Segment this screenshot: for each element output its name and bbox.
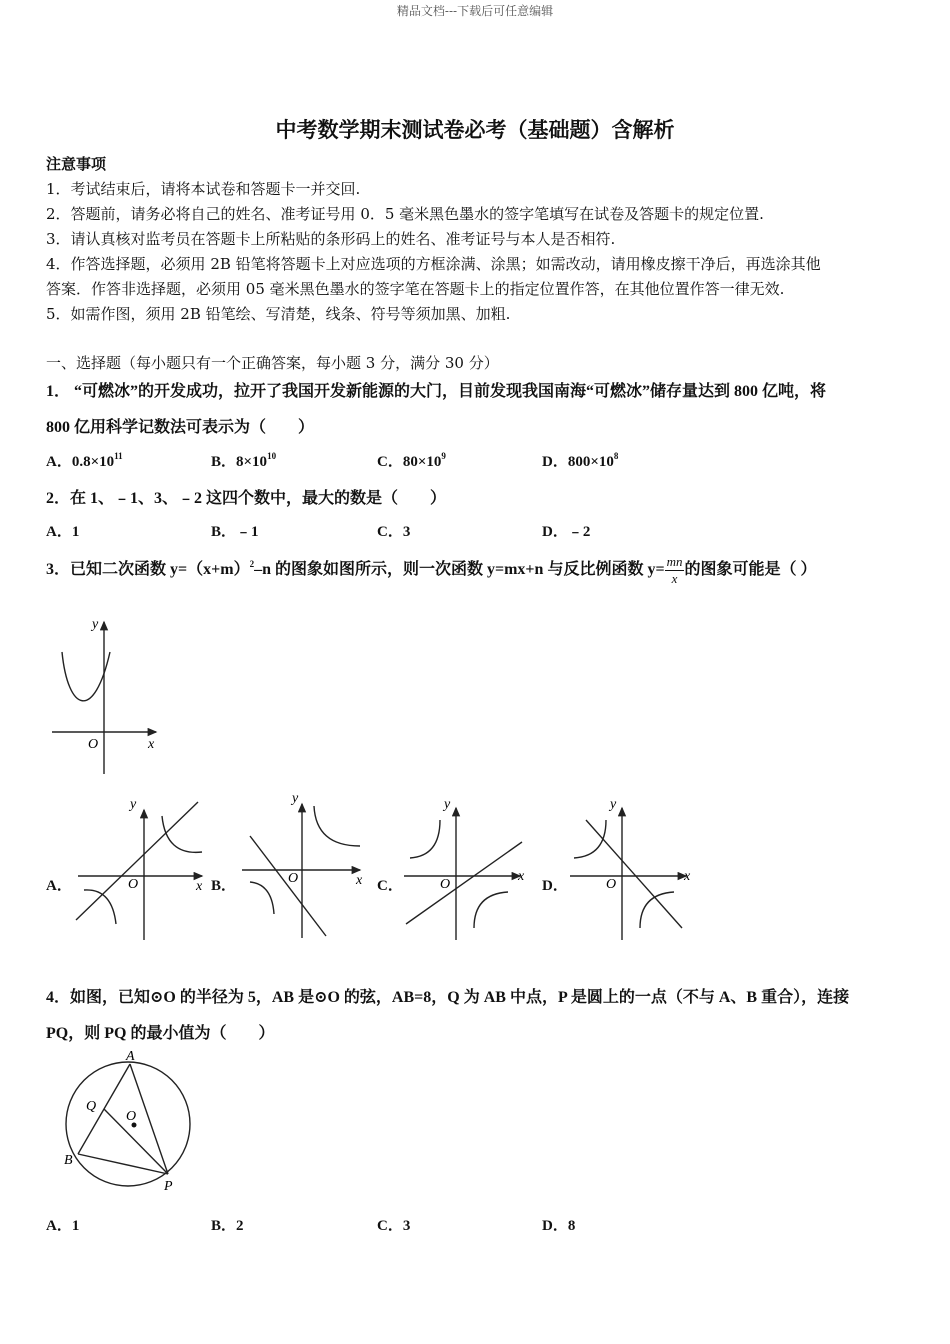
q3-option-b-graph [236, 790, 372, 940]
notice-heading: 注意事项 [46, 155, 107, 173]
q4-circle-figure [58, 1046, 200, 1196]
svg-text:x: x [356, 873, 363, 888]
svg-text:x: x [684, 869, 691, 884]
q4-option-a: A．1 [46, 1218, 80, 1234]
svg-text:y: y [292, 791, 299, 806]
svg-text:x: x [148, 737, 155, 752]
svg-text:x: x [518, 869, 525, 884]
notice-item: 答案．作答非选择题，必须用 05 毫米黑色墨水的签字笔在答题卡上的指定位置作答，在其他位置作答一律无效. [46, 280, 785, 298]
page-title: 中考数学期末测试卷必考（基础题）含解析 [275, 118, 675, 142]
q3-option-a: A． [46, 878, 72, 894]
svg-text:O: O [288, 871, 299, 886]
q1-option-d: D．$800\times 10^8$ [542, 451, 619, 470]
q4-stem-line1: 4．如图，已知⊙O 的半径为 5，AB 是⊙O 的弦，AB=8，Q 为 AB 中点，P 是圆上的一点（不与 A、B 重合），连接 [46, 989, 850, 1006]
q4-option-b: B．2 [211, 1218, 244, 1234]
q3-option-d-graph [566, 796, 702, 942]
q2-option-d: D．﹣2 [542, 524, 591, 540]
svg-text:Q: Q [86, 1099, 97, 1114]
q2-option-b: B．﹣1 [211, 524, 259, 540]
q3-option-a-graph [66, 796, 208, 942]
q3-option-c-graph [400, 796, 536, 942]
svg-text:O: O [126, 1109, 137, 1124]
notice-item: 2．答题前，请务必将自己的姓名、准考证号用 0．5 毫米黑色墨水的签字笔填写在试卷及答题卡的规定位置. [46, 205, 764, 223]
header-note: 精品文档---下载后可任意编辑 [396, 4, 554, 18]
q2-option-c: C．3 [377, 524, 411, 540]
q4-option-d: D．8 [542, 1218, 576, 1234]
svg-text:P: P [164, 1179, 173, 1194]
svg-text:y: y [444, 797, 451, 812]
q4-stem-line2: PQ，则 PQ 的最小值为（ ） [46, 1025, 275, 1042]
q1-option-c: C．$80\times 10^9$ [377, 451, 446, 470]
q1-stem-line2: 800 亿用科学记数法可表示为（ ） [46, 419, 315, 436]
svg-text:O: O [128, 877, 139, 892]
svg-text:y: y [92, 617, 99, 632]
notice-item: 5．如需作图，须用 2B 铅笔绘、写清楚，线条、符号等须加黑、加粗. [46, 305, 511, 323]
notice-item: 1．考试结束后，请将本试卷和答题卡一并交回. [46, 180, 361, 198]
svg-text:B: B [64, 1153, 73, 1168]
q2-stem: 2．在 1、﹣1、3、﹣2 这四个数中，最大的数是（ ） [46, 490, 447, 507]
svg-text:A: A [126, 1049, 135, 1064]
notice-item: 3．请认真核对监考员在答题卡上所粘贴的条形码上的姓名、准考证号与本人是否相符. [46, 230, 616, 248]
fraction-mn-over-x: $\frac{mn}{x}$ [666, 554, 683, 586]
q1-option-a: A．$0.8\times 10^{11}$ [46, 451, 123, 470]
svg-text:O: O [440, 877, 451, 892]
svg-text:y: y [130, 797, 137, 812]
section-heading: 一、选择题（每小题只有一个正确答案，每小题 3 分，满分 30 分） [46, 354, 499, 372]
q3-option-c: C． [377, 878, 403, 894]
q3-option-d: D． [542, 878, 568, 894]
svg-text:O: O [606, 877, 617, 892]
q3-parabola-graph [48, 612, 168, 778]
q2-option-a: A．1 [46, 524, 80, 540]
svg-text:x: x [196, 879, 203, 894]
notice-item: 4．作答选择题，必须用 2B 铅笔将答题卡上对应选项的方框涂满、涂黑；如需改动，请用橡皮擦干净后，再选涂其他 [46, 255, 821, 273]
q1-option-b: B．$8\times 10^{10}$ [211, 451, 277, 470]
q3-stem: 3．已知二次函数 $y=(x+m)^2-n$ 的图象如图所示，则一次函数 y=mx+n 与反比例函数 y= $\frac{mn}{x}$ 的图象可能是（ ） [46, 554, 817, 586]
q4-option-c: C．3 [377, 1218, 411, 1234]
svg-text:y: y [610, 797, 617, 812]
q3-option-b: B． [211, 878, 237, 894]
q1-stem-line1: 1． “可燃冰”的开发成功，拉开了我国开发新能源的大门，目前发现我国南海“可燃冰”储存量达到 800 亿吨，将 [46, 383, 827, 400]
svg-text:O: O [88, 737, 99, 752]
